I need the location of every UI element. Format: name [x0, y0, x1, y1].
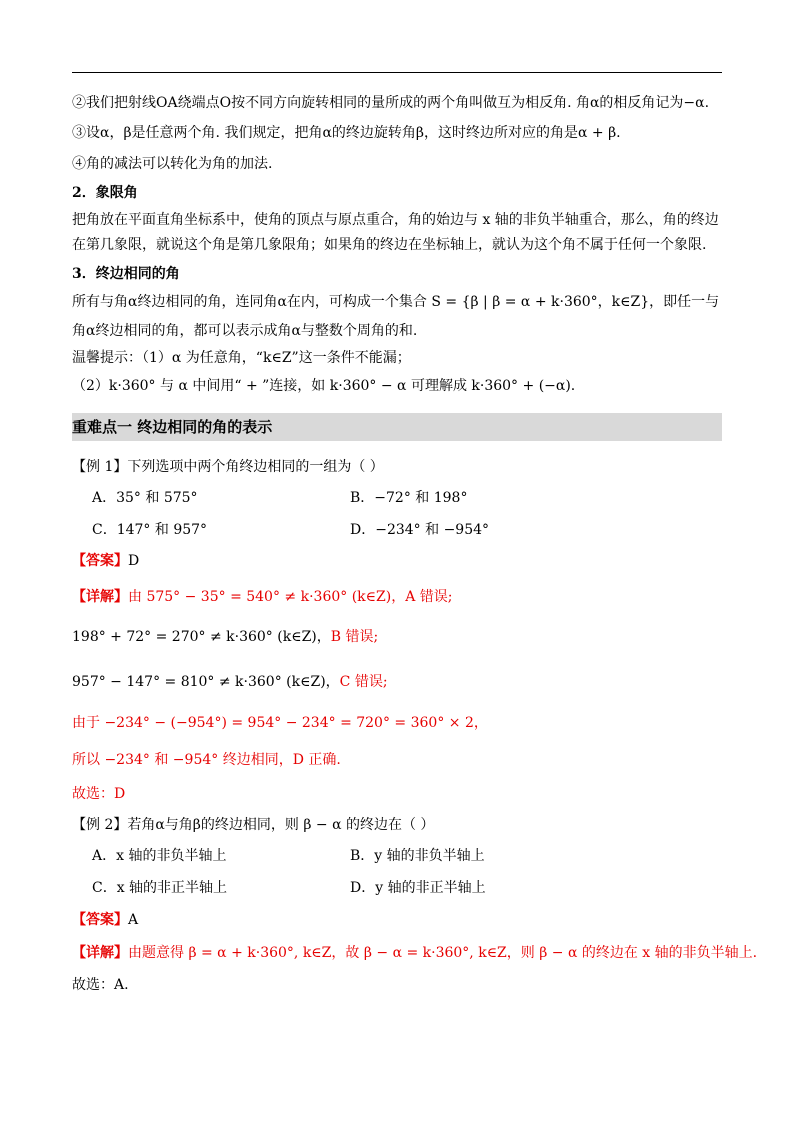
tip-line-2: （2）k·360° 与 α 中间用“ + ”连接，如 k·360° − α 可理解成 k·360° + (−α).: [72, 378, 576, 394]
heading-coterminal-angle: 3．终边相同的角: [72, 266, 180, 282]
example-1-option-d: D．−234° 和 −954°: [350, 522, 490, 538]
detail-verdict: C 错误;: [339, 674, 388, 690]
example-2-choose: 故选：A.: [72, 977, 129, 993]
example-1-choose: 故选：D: [72, 786, 126, 802]
detail-tag: 【详解】: [72, 945, 128, 961]
detail-tag: 【详解】: [72, 589, 128, 605]
example-1-detail-line-2: [72, 628, 732, 646]
rule-3: ③设α，β是任意两个角. 我们规定，把角α的终边旋转角β，这时终边所对应的角是α + β.: [72, 125, 621, 141]
rule-4: ④角的减法可以转化为角的加法.: [72, 156, 273, 172]
tip-line-1: 温馨提示：（1）α 为任意角，“k∈Z”这一条件不能漏；: [72, 350, 411, 366]
example-1-answer-line: [72, 552, 732, 570]
detail-verdict: B 错误;: [330, 629, 379, 645]
example-1-option-c: C．147° 和 957°: [92, 522, 208, 538]
example-1-detail-line-1: [72, 588, 732, 606]
answer-value: A: [128, 912, 139, 928]
example-2-option-c: C．x 轴的非正半轴上: [92, 880, 228, 896]
detail-text: 957° − 147° = 810° ≠ k·360° (k∈Z)，: [72, 674, 340, 690]
rule-2: ②我们把射线OA绕端点O按不同方向旋转相同的量所成的两个角叫做互为相反角. 角α的相反角记为−α.: [72, 95, 710, 111]
example-1-detail-line-5: 所以 −234° 和 −954° 终边相同，D 正确.: [72, 752, 341, 768]
coterminal-paragraph-line-2: 角α终边相同的角，都可以表示成角α与整数个周角的和.: [72, 323, 418, 339]
example-2-option-a: A．x 轴的非负半轴上: [92, 848, 227, 864]
example-2-detail-line: [72, 944, 758, 962]
example-2-stem: 【例 2】若角α与角β的终边相同，则 β − α 的终边在（ ）: [72, 817, 435, 833]
quadrant-paragraph-line-2: 在第几象限，就说这个角是第几象限角；如果角的终边在坐标轴上，就认为这个角不属于任何一个象限.: [72, 237, 707, 253]
example-1-option-a: A．35° 和 575°: [92, 490, 198, 506]
section-banner: [72, 413, 722, 441]
example-2-option-d: D．y 轴的非正半轴上: [350, 880, 486, 896]
answer-value: D: [128, 553, 140, 569]
answer-tag: 【答案】: [72, 912, 128, 928]
example-2-answer-line: [72, 911, 732, 929]
coterminal-paragraph-line-1: 所有与角α终边相同的角，连同角α在内，可构成一个集合 S = {β | β = α + k·360°，k∈Z}，即任一与: [72, 294, 720, 310]
header-rule: [72, 72, 722, 73]
detail-text: 198° + 72° = 270° ≠ k·360° (k∈Z)，: [72, 629, 331, 645]
example-1-stem: 【例 1】下列选项中两个角终边相同的一组为（ ）: [72, 459, 384, 475]
example-1-option-b: B．−72° 和 198°: [350, 490, 468, 506]
example-1-detail-line-4: 由于 −234° − (−954°) = 954° − 234° = 720° = 360° × 2，: [72, 715, 488, 731]
detail-text: 由 575° − 35° = 540° ≠ k·360° (k∈Z)，A 错误;: [128, 589, 453, 605]
detail-text: 由题意得 β = α + k·360°, k∈Z，故 β − α = k·360°, k∈Z，则 β − α 的终边在 x 轴的非负半轴上.: [128, 945, 758, 961]
heading-quadrant-angle: 2．象限角: [72, 185, 138, 201]
section-title: 重难点一 终边相同的角的表示: [72, 418, 273, 436]
example-1-detail-line-3: [72, 673, 732, 691]
answer-tag: 【答案】: [72, 553, 128, 569]
example-2-option-b: B．y 轴的非负半轴上: [350, 848, 485, 864]
quadrant-paragraph-line-1: 把角放在平面直角坐标系中，使角的顶点与原点重合，角的始边与 x 轴的非负半轴重合，那么，角的终边: [72, 212, 719, 228]
